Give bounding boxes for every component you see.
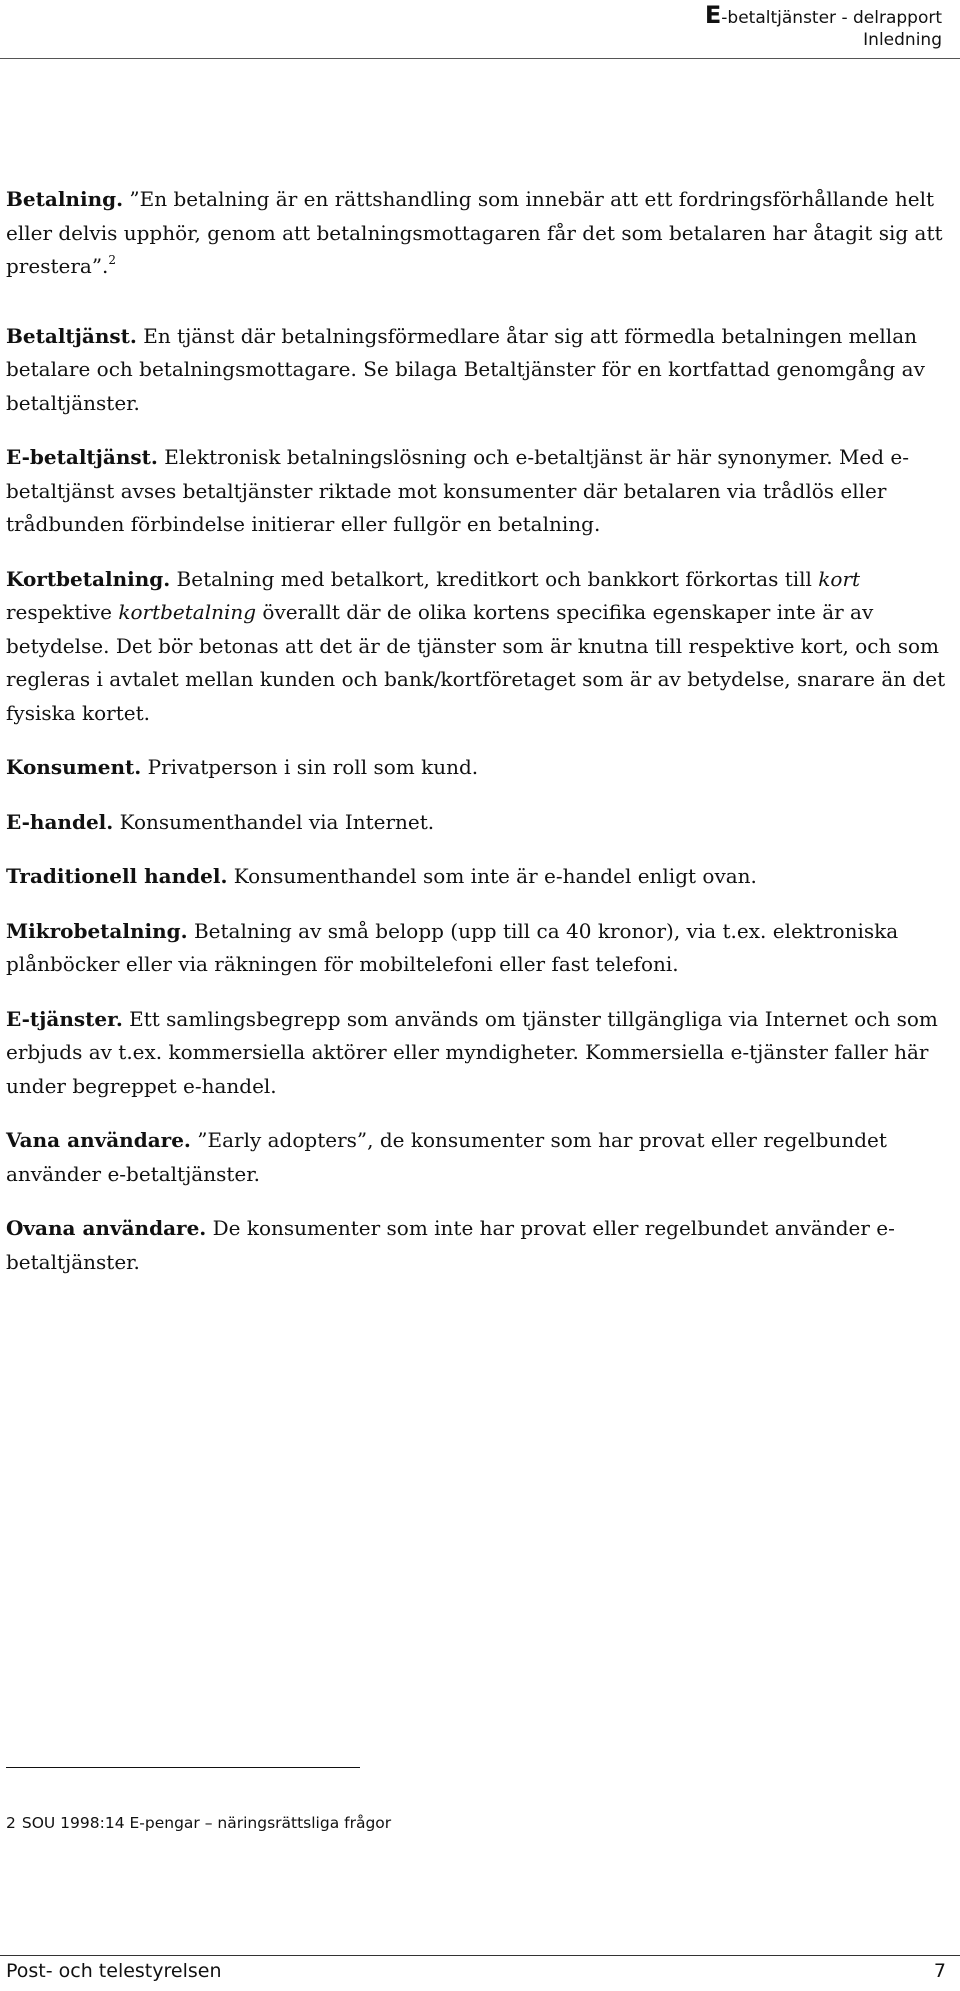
definition-text: Betalning av små belopp (upp till ca 40 kronor), via t.ex. elektroniska plånböcker eller via räkningen för mobiltelefoni eller fast telefoni. (6, 918, 899, 976)
definition-text: Elektronisk betalningslösning och e-betaltjänst är här synonymer. Med e-betaltjänst avses betaltjänster riktade mot konsumenter där betalaren via trådlös eller trådbunden förbindelse initierar eller fullgör en betalning. (6, 445, 910, 536)
footnote (6, 1814, 391, 1832)
definition-e-tjanster (6, 1003, 946, 1104)
footnote-reference[interactable]: 2 (108, 253, 117, 267)
header-title (704, 1, 942, 29)
header-rule (0, 58, 960, 59)
definition-betaltjanst (6, 320, 946, 421)
definition-e-betaltjanst (6, 441, 946, 542)
header-title-rest: -betaltjänster - delrapport (721, 8, 942, 28)
definition-text: Betalning med betalkort, kreditkort och bankkort förkortas till (170, 566, 819, 591)
definition-text: respektive (6, 600, 119, 624)
header-section: Inledning (863, 30, 942, 50)
definition-betalning (6, 183, 946, 284)
footer-rule (0, 1955, 960, 1956)
definition-term: E-tjänster. (6, 1006, 123, 1031)
footer-publisher: Post- och telestyrelsen (6, 1960, 222, 1982)
definition-emphasis: kortbetalning (118, 600, 257, 624)
definition-e-handel (6, 806, 946, 840)
definition-mikrobetalning (6, 915, 946, 982)
definition-term: Vana användare. (6, 1128, 191, 1152)
definition-kortbetalning (6, 563, 946, 731)
definition-text: Konsumenthandel via Internet. (113, 809, 435, 834)
definition-term: E-betaltjänst. (6, 445, 158, 469)
definition-vana-anvandare (6, 1124, 946, 1191)
definition-term: Mikrobetalning. (6, 918, 188, 943)
definition-text: En tjänst där betalningsförmedlare åtar sig att förmedla betalningen mellan betalare och betalningsmottagare. Se bilaga Betaltjänster för en kortfattad genomgång av betaltjänster. (6, 323, 925, 415)
definition-text: Privatperson i sin roll som kund. (141, 755, 479, 779)
definition-term: Kortbetalning. (6, 566, 171, 591)
running-header (704, 1, 942, 51)
definition-text: Ett samlingsbegrepp som används om tjänster tillgängliga via Internet och som erbjuds av t.ex. kommersiella aktörer eller myndigheter. Kommersiella e-tjänster faller här under begreppet e-handel. (6, 1006, 938, 1098)
definition-text: Konsumenthandel som inte är e-handel enligt ovan. (227, 864, 757, 888)
definition-traditionell-handel (6, 860, 946, 894)
definition-term: Traditionell handel. (6, 864, 228, 888)
definition-emphasis: kort (818, 566, 861, 591)
definition-text: ”En betalning är en rättshandling som innebär att ett fordringsförhållande helt eller delvis upphör, genom att betalningsmottagaren får det som betalaren har åtagit sig att prestera”. (6, 187, 943, 278)
definition-konsument (6, 751, 946, 785)
definition-term: Ovana användare. (6, 1216, 207, 1240)
definition-term: E-handel. (6, 809, 114, 834)
definition-text: De konsumenter som inte har provat eller regelbundet använder e-betaltjänster. (6, 1216, 895, 1274)
footnote-number: 2 (6, 1814, 16, 1832)
definition-ovana-anvandare (6, 1212, 946, 1279)
footnote-text: SOU 1998:14 E-pengar – näringsrättsliga frågor (21, 1814, 392, 1832)
header-title-initial: E (704, 1, 722, 29)
definition-text: ”Early adopters”, de konsumenter som har provat eller regelbundet använder e-betaltjänster. (6, 1128, 887, 1186)
definition-term: Konsument. (6, 755, 142, 779)
definitions-list (6, 183, 946, 1279)
footnote-separator (6, 1767, 360, 1768)
definition-term: Betaltjänst. (6, 323, 137, 348)
definition-text: överallt där de olika kortens specifika egenskaper inte är av betydelse. Det bör betonas att det är de tjänster som är knutna till respektive kort, och som regleras i avtalet mellan kunden och bank/kortföretaget som är av betydelse, snarare än det fysiska kortet. (6, 600, 946, 725)
definition-term: Betalning. (6, 187, 124, 211)
page-number: 7 (933, 1960, 946, 1982)
